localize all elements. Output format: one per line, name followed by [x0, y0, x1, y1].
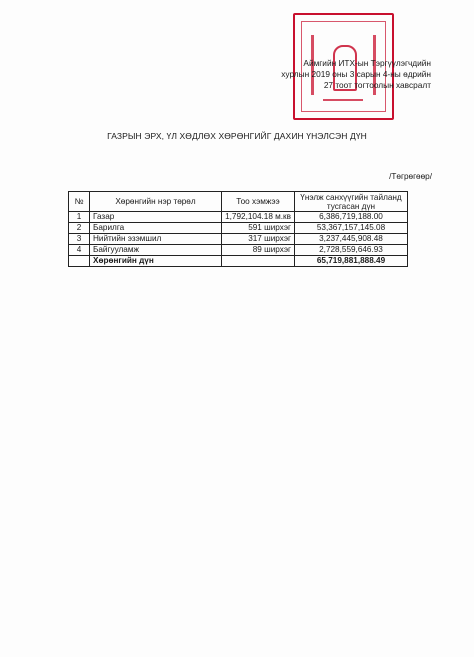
row-qty: 1,792,104.18 м.кв: [222, 212, 295, 223]
total-no-cell: [69, 256, 90, 267]
row-no: 1: [69, 212, 90, 223]
row-name: Байгууламж: [90, 245, 222, 256]
col-header-qty: Тоо хэмжээ: [222, 192, 295, 212]
row-no: 3: [69, 234, 90, 245]
table-header-row: [69, 192, 408, 212]
row-name: Нийтийн эзэмшил: [90, 234, 222, 245]
row-name: Барилга: [90, 223, 222, 234]
asset-valuation-table: [68, 191, 408, 267]
stamp-base-line: [323, 99, 363, 101]
total-label: Хөрөнгийн дүн: [90, 256, 222, 267]
currency-unit: /Төгрөгөөр/: [389, 172, 432, 181]
row-value: 53,367,157,145.08: [295, 223, 408, 234]
header-line-3: 27 тоот тогтоолын хавсралт: [323, 80, 431, 90]
table-row: [69, 234, 408, 245]
header-line-2: хурлын 2019 оны 3 сарын 4-ны өдрийн: [281, 69, 431, 79]
table-row: [69, 212, 408, 223]
total-qty-cell: [222, 256, 295, 267]
total-value: 65,719,881,888.49: [295, 256, 408, 267]
row-no: 4: [69, 245, 90, 256]
row-value: 2,728,559,646.93: [295, 245, 408, 256]
row-qty: 317 ширхэг: [222, 234, 295, 245]
row-qty: 89 ширхэг: [222, 245, 295, 256]
table-row: [69, 223, 408, 234]
table-total-row: [69, 256, 408, 267]
header-line-1: Аймгийн ИТХ-ын Тэргүүлэгчдийн: [303, 58, 431, 68]
col-header-no: №: [69, 192, 90, 212]
row-value: 3,237,445,908.48: [295, 234, 408, 245]
table-row: [69, 245, 408, 256]
row-no: 2: [69, 223, 90, 234]
row-qty: 591 ширхэг: [222, 223, 295, 234]
col-header-name: Хөрөнгийн нэр төрөл: [90, 192, 222, 212]
row-value: 6,386,719,188.00: [295, 212, 408, 223]
col-header-value: Үнэлж санхүүгийн тайланд тусгасан дүн: [295, 192, 408, 212]
document-title: ГАЗРЫН ЭРХ, ҮЛ ХӨДЛӨХ ХӨРӨНГИЙГ ДАХИН ҮНЭЛСЭН ДҮН: [107, 131, 367, 141]
row-name: Газар: [90, 212, 222, 223]
